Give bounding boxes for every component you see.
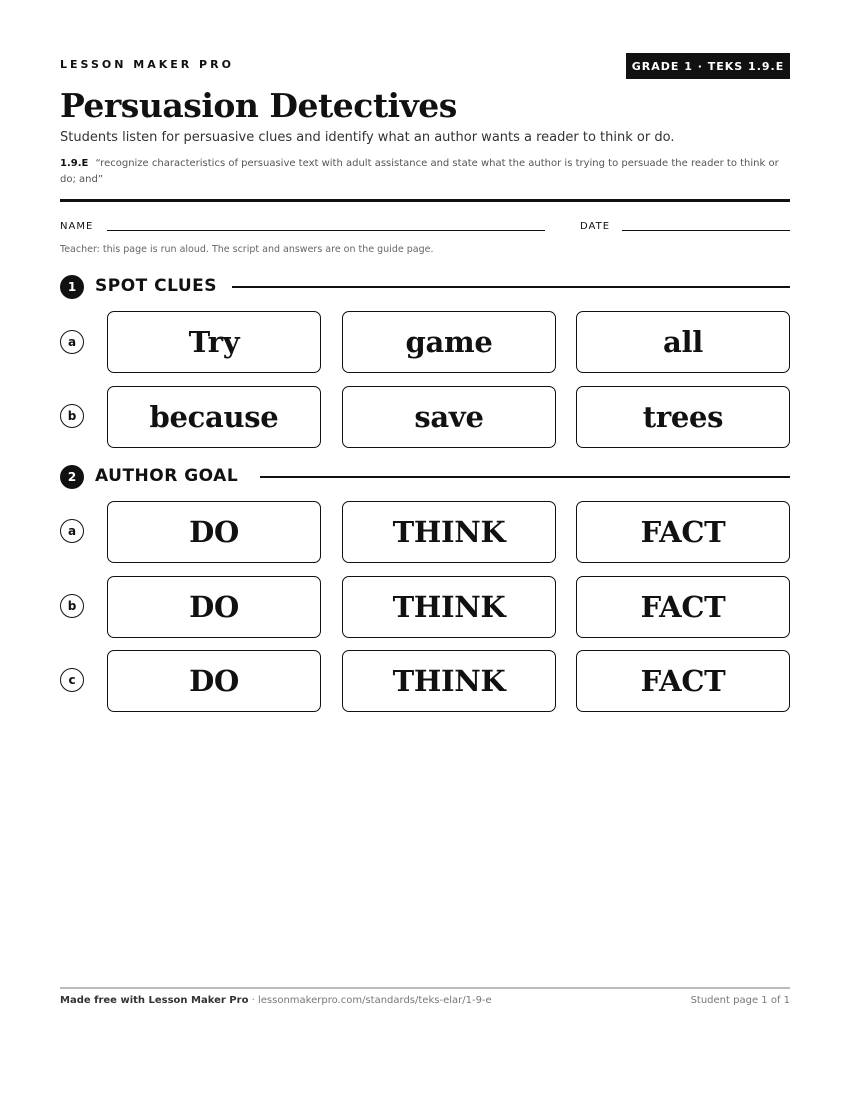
section-divider — [232, 286, 790, 288]
date-label: DATE — [580, 221, 611, 232]
word-card[interactable]: game — [342, 311, 556, 373]
footer-credit — [60, 995, 492, 1006]
section-author-goal — [60, 465, 790, 489]
standard-description — [60, 156, 795, 188]
answer-card[interactable]: FACT — [576, 501, 790, 563]
row-label: b — [60, 594, 84, 618]
answer-card[interactable]: THINK — [342, 501, 556, 563]
row-label: b — [60, 404, 84, 428]
page-subtitle: Students listen for persuasive clues and identify what an author wants a reader to think or do. — [60, 130, 675, 145]
word-card[interactable]: trees — [576, 386, 790, 448]
word-card[interactable]: Try — [107, 311, 321, 373]
section-spot-clues — [60, 275, 790, 299]
answer-card[interactable]: DO — [107, 650, 321, 712]
answer-card[interactable]: THINK — [342, 650, 556, 712]
teacher-note: Teacher: this page is run aloud. The script and answers are on the guide page. — [60, 244, 434, 255]
section-divider — [260, 476, 790, 478]
footer-divider — [60, 987, 790, 989]
standard-text: “recognize characteristics of persuasive text with adult assistance and state what the author is trying to persuade the reader to think or do; and” — [60, 158, 779, 185]
word-card[interactable]: because — [107, 386, 321, 448]
page-title: Persuasion Detectives — [60, 86, 457, 125]
answer-card[interactable]: FACT — [576, 650, 790, 712]
footer-made-with: Made free with Lesson Maker Pro — [60, 995, 249, 1006]
word-card[interactable]: save — [342, 386, 556, 448]
standard-code: 1.9.E — [60, 158, 89, 169]
brand-name: LESSON MAKER PRO — [60, 58, 234, 71]
footer-url[interactable]: lessonmakerpro.com/standards/teks-elar/1-9-e — [257, 995, 492, 1006]
word-card[interactable]: all — [576, 311, 790, 373]
answer-card[interactable]: THINK — [342, 576, 556, 638]
answer-card[interactable]: FACT — [576, 576, 790, 638]
date-field[interactable] — [622, 230, 790, 231]
name-field[interactable] — [107, 230, 545, 231]
section-number: 2 — [60, 465, 84, 489]
answer-card[interactable]: DO — [107, 501, 321, 563]
footer-page-number: Student page 1 of 1 — [690, 995, 790, 1006]
section-title: AUTHOR GOAL — [95, 466, 239, 486]
section-title: SPOT CLUES — [95, 276, 218, 296]
row-label: c — [60, 668, 84, 692]
name-label: NAME — [60, 221, 94, 232]
row-label: a — [60, 330, 84, 354]
footer-separator: · — [248, 995, 258, 1006]
header-divider — [60, 199, 790, 202]
section-number: 1 — [60, 275, 84, 299]
answer-card[interactable]: DO — [107, 576, 321, 638]
row-label: a — [60, 519, 84, 543]
grade-badge: GRADE 1 · TEKS 1.9.E — [626, 53, 790, 79]
